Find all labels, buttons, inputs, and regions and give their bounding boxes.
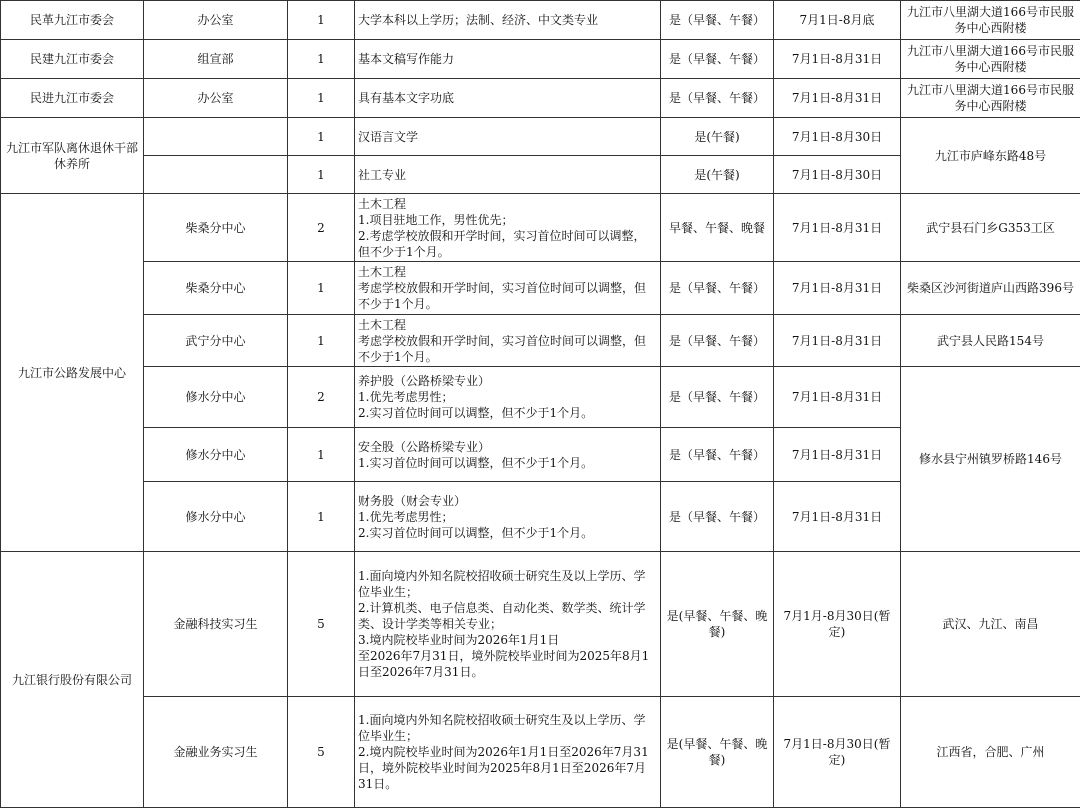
dept-cell — [144, 156, 288, 194]
requirement-cell: 大学本科以上学历；法制、经济、中文类专业 — [355, 1, 661, 40]
dept-cell: 金融业务实习生 — [144, 697, 288, 808]
meal-cell: 是(早餐、午餐、晚餐) — [661, 697, 774, 808]
location-cell: 武宁县人民路154号 — [901, 315, 1080, 367]
count-cell: 1 — [288, 79, 355, 118]
location-cell: 九江市八里湖大道166号市民服务中心西附楼 — [901, 1, 1080, 40]
table-row — [1, 40, 1080, 79]
count-cell: 1 — [288, 262, 355, 315]
requirement-cell: 基本文稿写作能力 — [355, 40, 661, 79]
count-cell: 1 — [288, 156, 355, 194]
requirement-cell: 养护股（公路桥梁专业） 1.优先考虑男性； 2.实习首位时间可以调整，但不少于1个月。 — [355, 367, 661, 428]
count-cell: 1 — [288, 482, 355, 552]
period-cell: 7月1日-8月31日 — [774, 367, 901, 428]
location-cell: 九江市八里湖大道166号市民服务中心西附楼 — [901, 79, 1080, 118]
count-cell: 1 — [288, 118, 355, 156]
unit-cell: 民建九江市委会 — [1, 40, 144, 79]
meal-cell: 早餐、午餐、晚餐 — [661, 194, 774, 262]
unit-cell: 民革九江市委会 — [1, 1, 144, 40]
requirement-cell: 具有基本文字功底 — [355, 79, 661, 118]
meal-cell: 是（早餐、午餐） — [661, 40, 774, 79]
location-cell: 修水县宁州镇罗桥路146号 — [901, 367, 1080, 552]
dept-cell: 修水分中心 — [144, 367, 288, 428]
table-row — [1, 1, 1080, 40]
count-cell: 1 — [288, 428, 355, 482]
count-cell: 1 — [288, 315, 355, 367]
dept-cell: 组宣部 — [144, 40, 288, 79]
dept-cell: 金融科技实习生 — [144, 552, 288, 697]
period-cell: 7月1日-8月31日 — [774, 194, 901, 262]
period-cell: 7月1日-8月30日 — [774, 118, 901, 156]
dept-cell: 修水分中心 — [144, 482, 288, 552]
requirement-cell: 土木工程 考虑学校放假和开学时间，实习首位时间可以调整，但不少于1个月。 — [355, 262, 661, 315]
meal-cell: 是（早餐、午餐） — [661, 482, 774, 552]
requirement-cell: 土木工程 1.项目驻地工作，男性优先； 2.考虑学校放假和开学时间，实习首位时间可以调整，但不少于1个月。 — [355, 194, 661, 262]
table-row — [1, 79, 1080, 118]
meal-cell: 是（早餐、午餐） — [661, 367, 774, 428]
meal-cell: 是（早餐、午餐） — [661, 315, 774, 367]
dept-cell — [144, 118, 288, 156]
unit-cell: 九江银行股份有限公司 — [1, 552, 144, 808]
period-cell: 7月1日-8月31日 — [774, 79, 901, 118]
location-cell: 九江市八里湖大道166号市民服务中心西附楼 — [901, 40, 1080, 79]
period-cell: 7月1日-8月30日 — [774, 156, 901, 194]
period-cell: 7月1日-8月31日 — [774, 428, 901, 482]
meal-cell: 是（早餐、午餐） — [661, 262, 774, 315]
dept-cell: 柴桑分中心 — [144, 194, 288, 262]
period-cell: 7月1日-8月31日 — [774, 262, 901, 315]
period-cell: 7月1日-8月底 — [774, 1, 901, 40]
period-cell: 7月1日-8月31日 — [774, 40, 901, 79]
requirement-cell: 安全股（公路桥梁专业） 1.实习首位时间可以调整，但不少于1个月。 — [355, 428, 661, 482]
period-cell: 7月1日-8月31日 — [774, 315, 901, 367]
table-row — [1, 367, 1080, 428]
meal-cell: 是（早餐、午餐） — [661, 428, 774, 482]
count-cell: 5 — [288, 552, 355, 697]
location-cell: 柴桑区沙河街道庐山西路396号 — [901, 262, 1080, 315]
count-cell: 5 — [288, 697, 355, 808]
dept-cell: 柴桑分中心 — [144, 262, 288, 315]
location-cell: 九江市庐峰东路48号 — [901, 118, 1080, 194]
period-cell: 7月1日-8月30日(暂定) — [774, 697, 901, 808]
count-cell: 2 — [288, 194, 355, 262]
location-cell: 武宁县石门乡G353工区 — [901, 194, 1080, 262]
period-cell: 7月1日-8月31日 — [774, 482, 901, 552]
table-row — [1, 194, 1080, 262]
unit-cell: 九江市公路发展中心 — [1, 194, 144, 552]
unit-cell: 九江市军队离休退休干部休养所 — [1, 118, 144, 194]
requirement-cell: 汉语言文学 — [355, 118, 661, 156]
meal-cell: 是（早餐、午餐） — [661, 79, 774, 118]
table-row — [1, 697, 1080, 808]
count-cell: 1 — [288, 40, 355, 79]
location-cell: 江西省，合肥、广州 — [901, 697, 1080, 808]
table-row — [1, 262, 1080, 315]
meal-cell: 是(午餐) — [661, 118, 774, 156]
meal-cell: 是(午餐) — [661, 156, 774, 194]
meal-cell: 是（早餐、午餐） — [661, 1, 774, 40]
meal-cell: 是(早餐、午餐、晚餐) — [661, 552, 774, 697]
requirement-cell: 1.面向境内外知名院校招收硕士研究生及以上学历、学位毕业生； 2.境内院校毕业时间为2026年1月1日至2026年7月31日，境外院校毕业时间为2025年8月1日至2026年7月31日。 — [355, 697, 661, 808]
requirement-cell: 社工专业 — [355, 156, 661, 194]
table-row — [1, 552, 1080, 697]
location-cell: 武汉、九江、南昌 — [901, 552, 1080, 697]
period-cell: 7月1月-8月30日(暂定) — [774, 552, 901, 697]
count-cell: 2 — [288, 367, 355, 428]
table-row — [1, 315, 1080, 367]
requirement-cell: 财务股（财会专业） 1.优先考虑男性； 2.实习首位时间可以调整，但不少于1个月。 — [355, 482, 661, 552]
table-row — [1, 118, 1080, 156]
count-cell: 1 — [288, 1, 355, 40]
requirement-cell: 1.面向境内外知名院校招收硕士研究生及以上学历、学位毕业生； 2.计算机类、电子信息类、自动化类、数学类、统计学类、设计学类等相关专业； 3.境内院校毕业时间为2026年1月1日 至2026年7月31日，境外院校毕业时间为2025年8月1日至2026年7月31日。 — [355, 552, 661, 697]
dept-cell: 办公室 — [144, 79, 288, 118]
unit-cell: 民进九江市委会 — [1, 79, 144, 118]
dept-cell: 修水分中心 — [144, 428, 288, 482]
dept-cell: 武宁分中心 — [144, 315, 288, 367]
requirement-cell: 土木工程 考虑学校放假和开学时间，实习首位时间可以调整，但不少于1个月。 — [355, 315, 661, 367]
dept-cell: 办公室 — [144, 1, 288, 40]
